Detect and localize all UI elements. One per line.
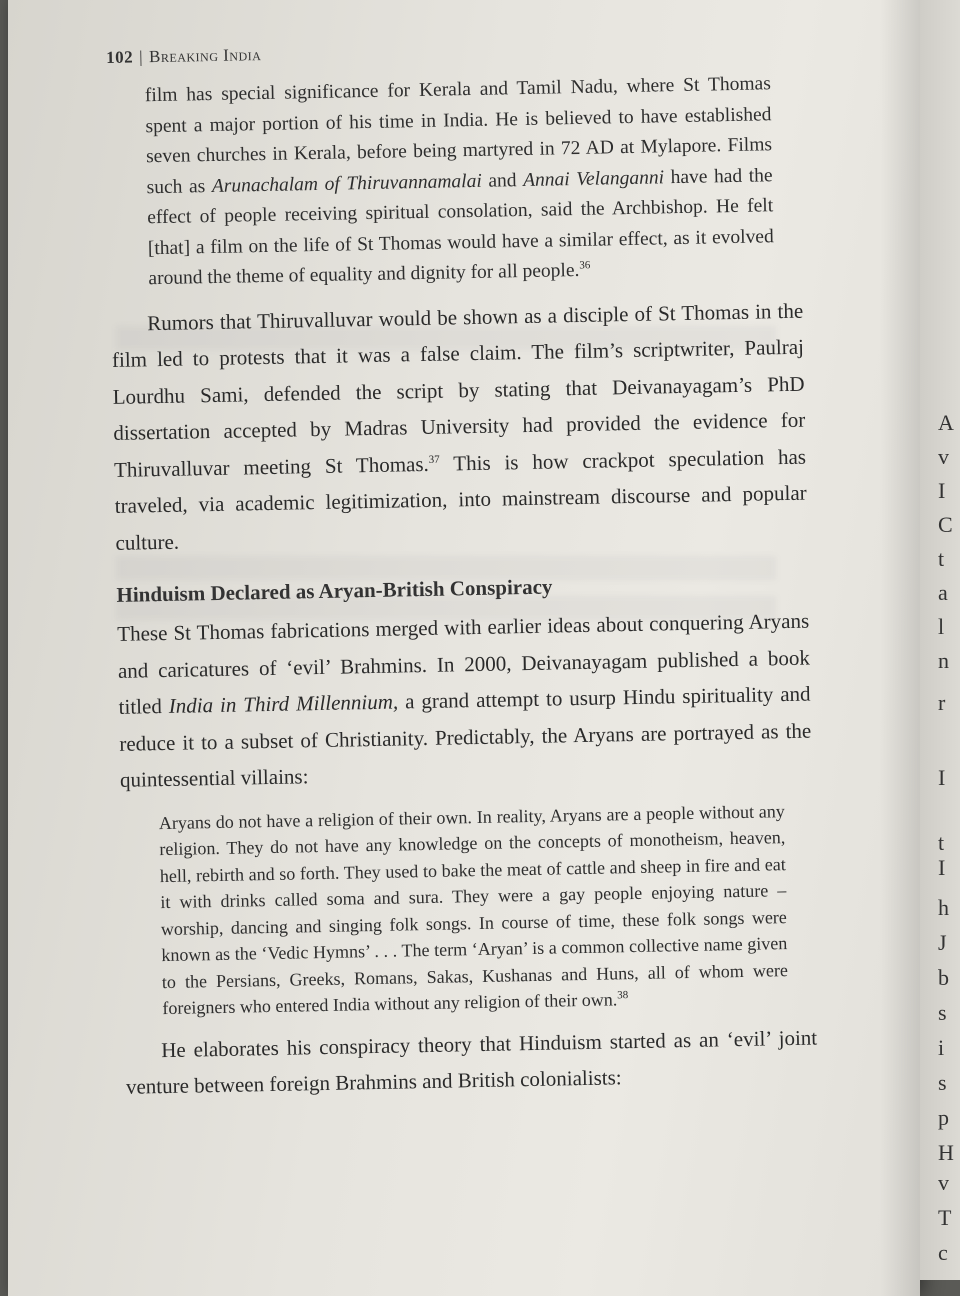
book-page — [8, 0, 920, 1296]
facing-page-letter: H — [938, 1140, 954, 1165]
facing-page-letter: A — [938, 410, 954, 435]
facing-page-letter: l — [938, 614, 945, 639]
block-quote-aryans — [159, 798, 789, 1022]
film-title: Annai Velanganni — [522, 166, 665, 191]
facing-page-letter: i — [938, 1035, 945, 1060]
facing-page-letter: c — [938, 1240, 948, 1265]
facing-page-letter: C — [938, 512, 953, 537]
facing-page-letter: I — [938, 855, 946, 880]
paragraph-text: He elaborates his conspiracy theory that Hinduism started as an ‘evil’ joint venture between foreign Brahmins and British colonialists: — [125, 1025, 818, 1099]
paragraph-text: Rumors that Thiruvalluvar would be shown as a disciple of St Thomas in the film led to protests that it was a false claim. The film’s scriptwriter, Paulraj Lourdhu Sami, defended the script by stating that Deivanayagam’s PhD dissertation accepted by Madras University had provided the evidence for Thiruvalluvar meeting St Thomas. — [111, 298, 806, 482]
facing-page-letter: n — [938, 648, 949, 673]
facing-page-letter: p — [938, 1105, 949, 1130]
quote-text: Aryans do not have a religion of their own. In reality, Aryans are a people without any religion. They do not have any knowledge on the concepts of monotheism, heaven, hell, rebirth and so forth. They used to bake the meat of cattle and sheep in fire and eat it with drinks called soma and sura. They were a gay people enjoying nature – worship, dancing and singing folk songs. In course of time, these folk songs were known as the ‘Vedic Hymns’ . . . The term ‘Aryan’ is a common collective name given to the Persians, Greeks, Romans, Sakas, Kushanas and Huns, all of whom were foreigners who entered India without any religion of their own. — [158, 800, 789, 1019]
facing-page-letter: T — [938, 1205, 952, 1230]
facing-page-letter: s — [938, 1070, 947, 1095]
facing-page-letter: s — [938, 1000, 947, 1025]
body-paragraph — [117, 603, 812, 799]
running-head — [106, 35, 798, 68]
facing-page-letter: J — [938, 930, 947, 955]
page-number: 102 — [106, 47, 134, 67]
paragraph-text: a grand attempt to usurp Hindu spirituality and reduce it to a subset of Christianity. Predictably, the Aryans are portrayed as the quintessential villains: — [119, 681, 812, 792]
section-heading: Hinduism Declared as Aryan-British Conspiracy — [116, 574, 553, 607]
facing-page-letter: b — [938, 965, 949, 990]
page-content — [106, 35, 818, 1106]
facing-page-letter: I — [938, 478, 946, 503]
footnote-marker: 36 — [579, 259, 591, 272]
facing-page-edge — [920, 0, 960, 1280]
footnote-marker: 37 — [428, 453, 440, 466]
block-quote-archbishop — [145, 69, 775, 294]
facing-page-letter: h — [938, 895, 949, 920]
footnote-marker: 38 — [617, 989, 629, 1002]
paragraph-text: This is how crackpot speculation has traveled, via academic legitimization, into mainstream discourse and popular culture. — [114, 444, 807, 555]
facing-page-letter: r — [938, 690, 946, 715]
paragraph-text: These St Thomas fabrications merged with earlier ideas about conquering Aryans and caricatures of ‘evil’ Brahmins. In 2000, Deivanayagam published a book titled — [117, 608, 811, 719]
quote-text: film has special significance for Kerala and Tamil Nadu, where St Thomas spent a major portion of his time in India. He is believed to have established seven churches in Kerala, before being martyred in 72 AD at Mylapore. Films such as — [144, 73, 773, 198]
book-title-italic: India in Third Millennium, — [168, 689, 399, 718]
facing-page-letter: I — [938, 765, 946, 790]
body-paragraph — [125, 1019, 818, 1105]
film-title: Arunachalam of Thiruvannamalai — [211, 170, 482, 197]
quote-text: have had the effect of people receiving spiritual consolation, said the Archbishop. He felt [that] a film on the life of St Thomas would have a similar effect, as it evolved around the theme of equality and dignity for all people. — [147, 164, 774, 290]
body-paragraph — [111, 292, 808, 561]
quote-text: and — [481, 169, 524, 192]
facing-page-letter: t — [938, 546, 945, 571]
running-head-separator: | — [138, 47, 144, 67]
book-title: Breaking India — [148, 45, 262, 67]
facing-page-letter: t — [938, 830, 945, 855]
facing-page-letter: a — [938, 580, 948, 605]
spine-shadow — [880, 0, 920, 1296]
facing-page-letter: v — [938, 1170, 949, 1195]
facing-page-letter: v — [938, 444, 949, 469]
